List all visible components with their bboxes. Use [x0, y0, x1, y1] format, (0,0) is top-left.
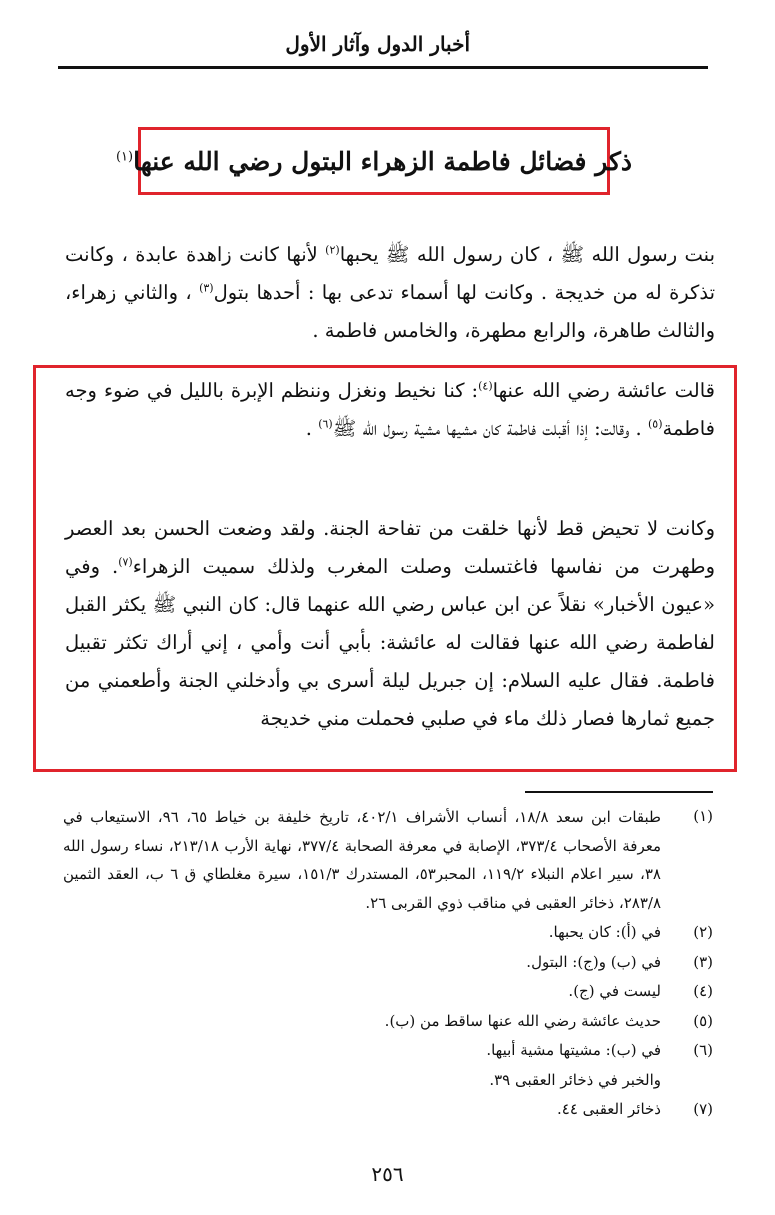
footnote-number: (٦)	[693, 1041, 713, 1059]
footnote-number: (٤)	[693, 982, 713, 1000]
paragraph-text: : كنا نخيط ونغزل وننظم الإبرة بالليل في ضوء وجه فاطمة	[65, 379, 715, 440]
chapter-title-text: ذكر فضائل فاطمة الزهراء البتول رضي الله عنها	[133, 146, 633, 176]
paragraph-text: .	[305, 417, 319, 440]
footnote-continuation	[63, 1067, 713, 1095]
paragraph-intro	[65, 236, 715, 350]
footnote-ref: (٥)	[647, 417, 663, 431]
footnote-item	[63, 949, 713, 977]
footnote-number: (٥)	[693, 1011, 713, 1030]
footnote-item	[63, 803, 713, 917]
paragraph-text: . وقالت: إذا أقبلت فاطمة كان مشيها مشية رسول الله ﷺ	[332, 417, 648, 440]
paragraph-text: بنت رسول الله ﷺ ، كان رسول الله ﷺ يحبها	[339, 243, 715, 266]
footnote-item	[63, 1037, 713, 1065]
paragraph-text: قالت عائشة رضي الله عنها	[492, 379, 715, 402]
footnote-item	[63, 978, 713, 1006]
footnote-ref: (٢)	[325, 243, 340, 257]
footnote-text: في (أ): كان يحبها.	[548, 923, 661, 941]
paragraph-text: لأنها كانت زاهدة عابدة ، وكانت تذكرة له من خديجة . وكانت لها أسماء تدعى بها : أحدها بتول	[65, 243, 715, 304]
page-number: ٢٥٦	[371, 1162, 404, 1186]
footnote-separator	[525, 791, 713, 793]
paragraph-aisha	[65, 372, 715, 448]
paragraph-text: . وفي «عيون الأخبار» نقلاً عن ابن عباس رضي الله عنهما قال: كان النبي ﷺ يكثر القبل لفاطمة رضي الله عنها فقالت له عائشة: بأبي أنت وأمي ، إني أراك تكثر تقبيل فاطمة. فقال عليه السلام: إن جبريل ليلة أسرى بي وأدخلني الجنة وأطعمني من جميع ثمارها فصار ذلك ماء في صلبي فحملت مني خديجة	[65, 555, 715, 730]
footnote-ref: (٣)	[199, 281, 214, 295]
paragraph-text: ، والثاني زهراء، والثالث طاهرة، والرابع مطهرة، والخامس فاطمة .	[65, 281, 715, 342]
paragraph-zahra	[65, 510, 715, 738]
footnote-number: (٢)	[693, 923, 713, 941]
footnote-item	[63, 1096, 713, 1124]
footnote-number: (١)	[693, 807, 713, 825]
footnote-ref: (٧)	[118, 555, 133, 569]
footnote-ref: (٤)	[478, 379, 493, 393]
footnote-item	[63, 1008, 713, 1036]
footnote-text: في (ب): مشيتها مشية أبيها.	[486, 1041, 661, 1059]
chapter-title	[116, 147, 632, 176]
footnote-text: في (ب) و(ج): البتول.	[526, 952, 661, 971]
chapter-title-highlight	[115, 127, 633, 195]
footnote-text: طبقات ابن سعد ١٨/٨، أنساب الأشراف ٤٠٢/١، تاريخ خليفة بن خياط ٦٥، ٩٦، الاستيعاب في معرفة الأصحاب ٣٧٣/٤، الإصابة في معرفة الصحابة ٣٧٧/٤، نهاية الأرب ٢١٣/١٨، نساء رسول الله ٣٨، سير اعلام النبلاء ١١٩/٢، المحبر٥٣، المستدرك ١٥١/٣، سيرة مغلطاي ق ٦ ب، العقد الثمين ٢٨٣/٨، ذخائر العقبى في مناقب ذوي القربى ٢٦.	[63, 808, 661, 912]
running-header: أخبار الدول وآثار الأول	[285, 32, 470, 56]
footnote-text: والخبر في ذخائر العقبى ٣٩.	[489, 1070, 661, 1089]
header-rule	[58, 66, 708, 69]
footnotes	[63, 803, 713, 1126]
footnote-text: حديث عائشة رضي الله عنها ساقط من (ب).	[384, 1011, 661, 1030]
footnote-ref: (٦)	[318, 417, 333, 431]
footnote-number: (٧)	[693, 1100, 713, 1118]
footnote-ref: (١)	[115, 149, 134, 165]
footnote-text: ليست في (ج).	[568, 982, 661, 1000]
footnote-text: ذخائر العقبى ٤٤.	[556, 1100, 661, 1118]
paragraph-text: وكانت لا تحيض قط لأنها خلقت من تفاحة الجنة. ولقد وضعت الحسن بعد العصر وطهرت من نفاسها فاغتسلت وصلت المغرب ولذلك سميت الزهراء	[65, 517, 715, 578]
footnote-number: (٣)	[693, 952, 713, 971]
footnote-item	[63, 919, 713, 947]
